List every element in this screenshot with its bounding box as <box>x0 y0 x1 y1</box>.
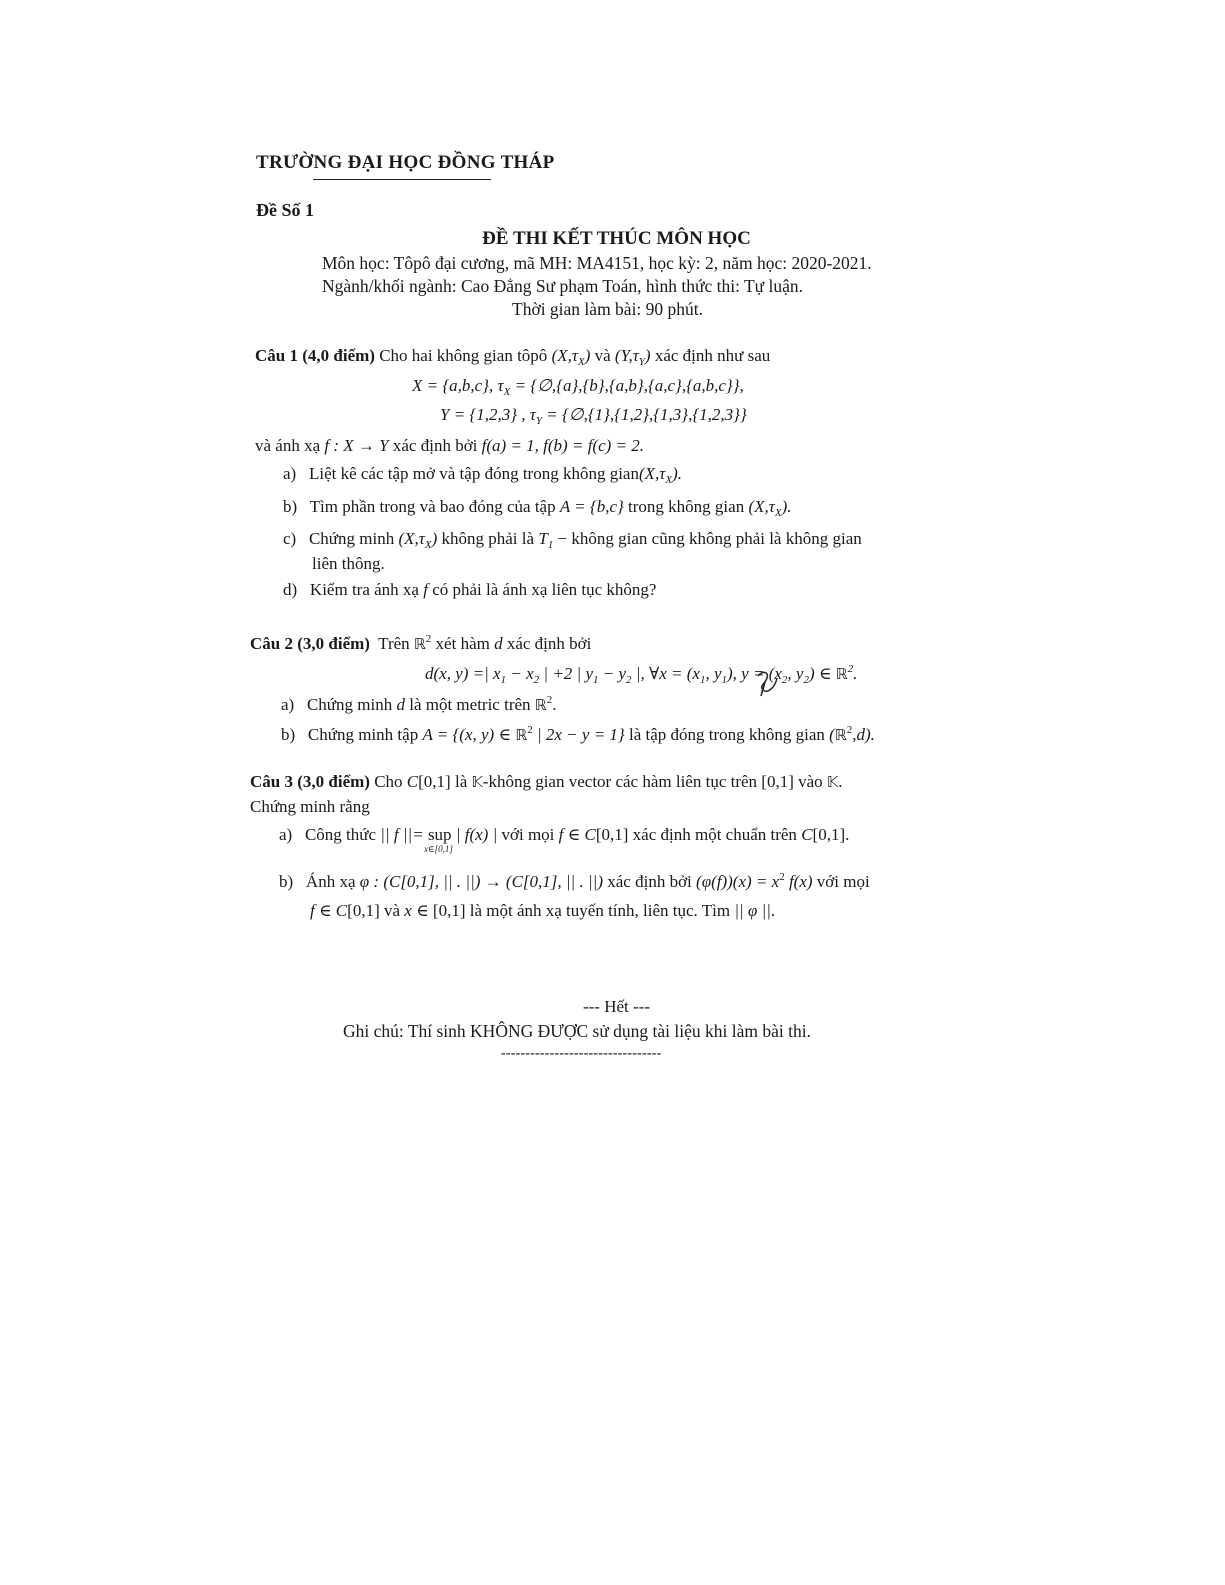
question-1b: b) Tìm phần trong và bao đóng của tập A = {b,c} trong không gian $(X,\tau_X)$. <box>283 497 792 519</box>
formula-X: X = {a,b,c}, $\tau_X$ = {∅,{a},{b},{a,b},{a,c},{a,b,c}}, <box>412 376 744 398</box>
formula-metric: d(x, y) =| $x_1 - x_2$ | +2 | $y_1 - y_2$ |, ∀x = ($x_1$, $y_1$), $y = (x_2$, $y_2$) ∈ ℝ$^2$. <box>425 663 858 686</box>
question-3-intro-continuation: Chứng minh rằng <box>250 797 370 816</box>
question-1d: d) Kiểm tra ánh xạ f có phải là ánh xạ liên tục không? <box>283 580 657 599</box>
question-3-label: Câu 3 (3,0 điểm) <box>250 772 370 791</box>
footer-rule: --------------------------------- <box>501 1046 662 1061</box>
question-2-intro: Câu 2 (3,0 điểm) Trên ℝ$^2$ xét hàm d xác định bởi <box>250 633 592 653</box>
question-2a: a) Chứng minh d là một metric trên ℝ$^2$. <box>281 694 557 714</box>
exam-note: Ghi chú: Thí sinh KHÔNG ĐƯỢC sử dụng tài liệu khi làm bài thi. <box>343 1021 811 1041</box>
question-1-intro: Câu 1 (4,0 điểm) Cho hai không gian tôpô $(X,\tau_X)$ và $(Y,\tau_Y)$ xác định như sau <box>255 346 771 368</box>
formula-Y: Y = {1,2,3} , $\tau_Y$ = {∅,{1},{1,2},{1,3},{1,2,3}} <box>440 405 747 427</box>
end-marker: --- Hết --- <box>582 997 650 1016</box>
question-1c: c) Chứng minh $(X,\tau_X)$ không phải là $T_1$ − không gian cũng không phải là không gian <box>283 529 862 551</box>
school-underline <box>313 179 491 180</box>
question-2b: b) Chứng minh tập A = {(x, y) ∈ ℝ$^2$ | 2x − y = 1} là tập đóng trong không gian (ℝ$^2$,d). <box>281 724 875 744</box>
course-info: Môn học: Tôpô đại cương, mã MH: MA4151, học kỳ: 2, năm học: 2020-2021. <box>322 253 872 273</box>
exam-title: ĐỀ THI KẾT THÚC MÔN HỌC <box>482 228 751 249</box>
major-info: Ngành/khối ngành: Cao Đẳng Sư phạm Toán, hình thức thi: Tự luận. <box>322 276 804 296</box>
question-2-label: Câu 2 (3,0 điểm) <box>250 634 370 653</box>
question-3-intro: Câu 3 (3,0 điểm) Cho C[0,1] là 𝕂-không gian vector các hàm liên tục trên [0,1] vào 𝕂. <box>250 772 843 791</box>
question-1a: a) Liệt kê các tập mở và tập đóng trong không $gian(X,\tau_X)$. <box>283 464 683 486</box>
question-3b-continuation: f ∈ C[0,1] và x ∈ [0,1] là một ánh xạ tuyến tính, liên tục. Tìm || φ ||. <box>310 901 776 920</box>
exam-number: Đề Số 1 <box>256 200 314 220</box>
question-3a: a) Công thức || f ||= sup x∈[0,1] | f(x) | với mọi f ∈ C[0,1] xác định một chuẩn trên C[0,1]. <box>279 825 850 854</box>
school-name: TRƯỜNG ĐẠI HỌC ĐỒNG THÁP <box>256 152 555 173</box>
map-definition: và ánh xạ f : X → Y xác định bởi f(a) = 1, f(b) = f(c) = 2. <box>255 436 645 455</box>
question-1c-continuation: liên thông. <box>312 554 385 573</box>
question-1-label: Câu 1 (4,0 điểm) <box>255 346 375 365</box>
time-info: Thời gian làm bài: 90 phút. <box>512 299 704 319</box>
question-3b: b) Ánh xạ φ : (C[0,1], || . ||) → (C[0,1], || . ||) xác định bởi $(\varphi(f))(x) = x^2$ f(x) với mọi <box>279 871 870 891</box>
handwritten-mark <box>755 668 781 698</box>
